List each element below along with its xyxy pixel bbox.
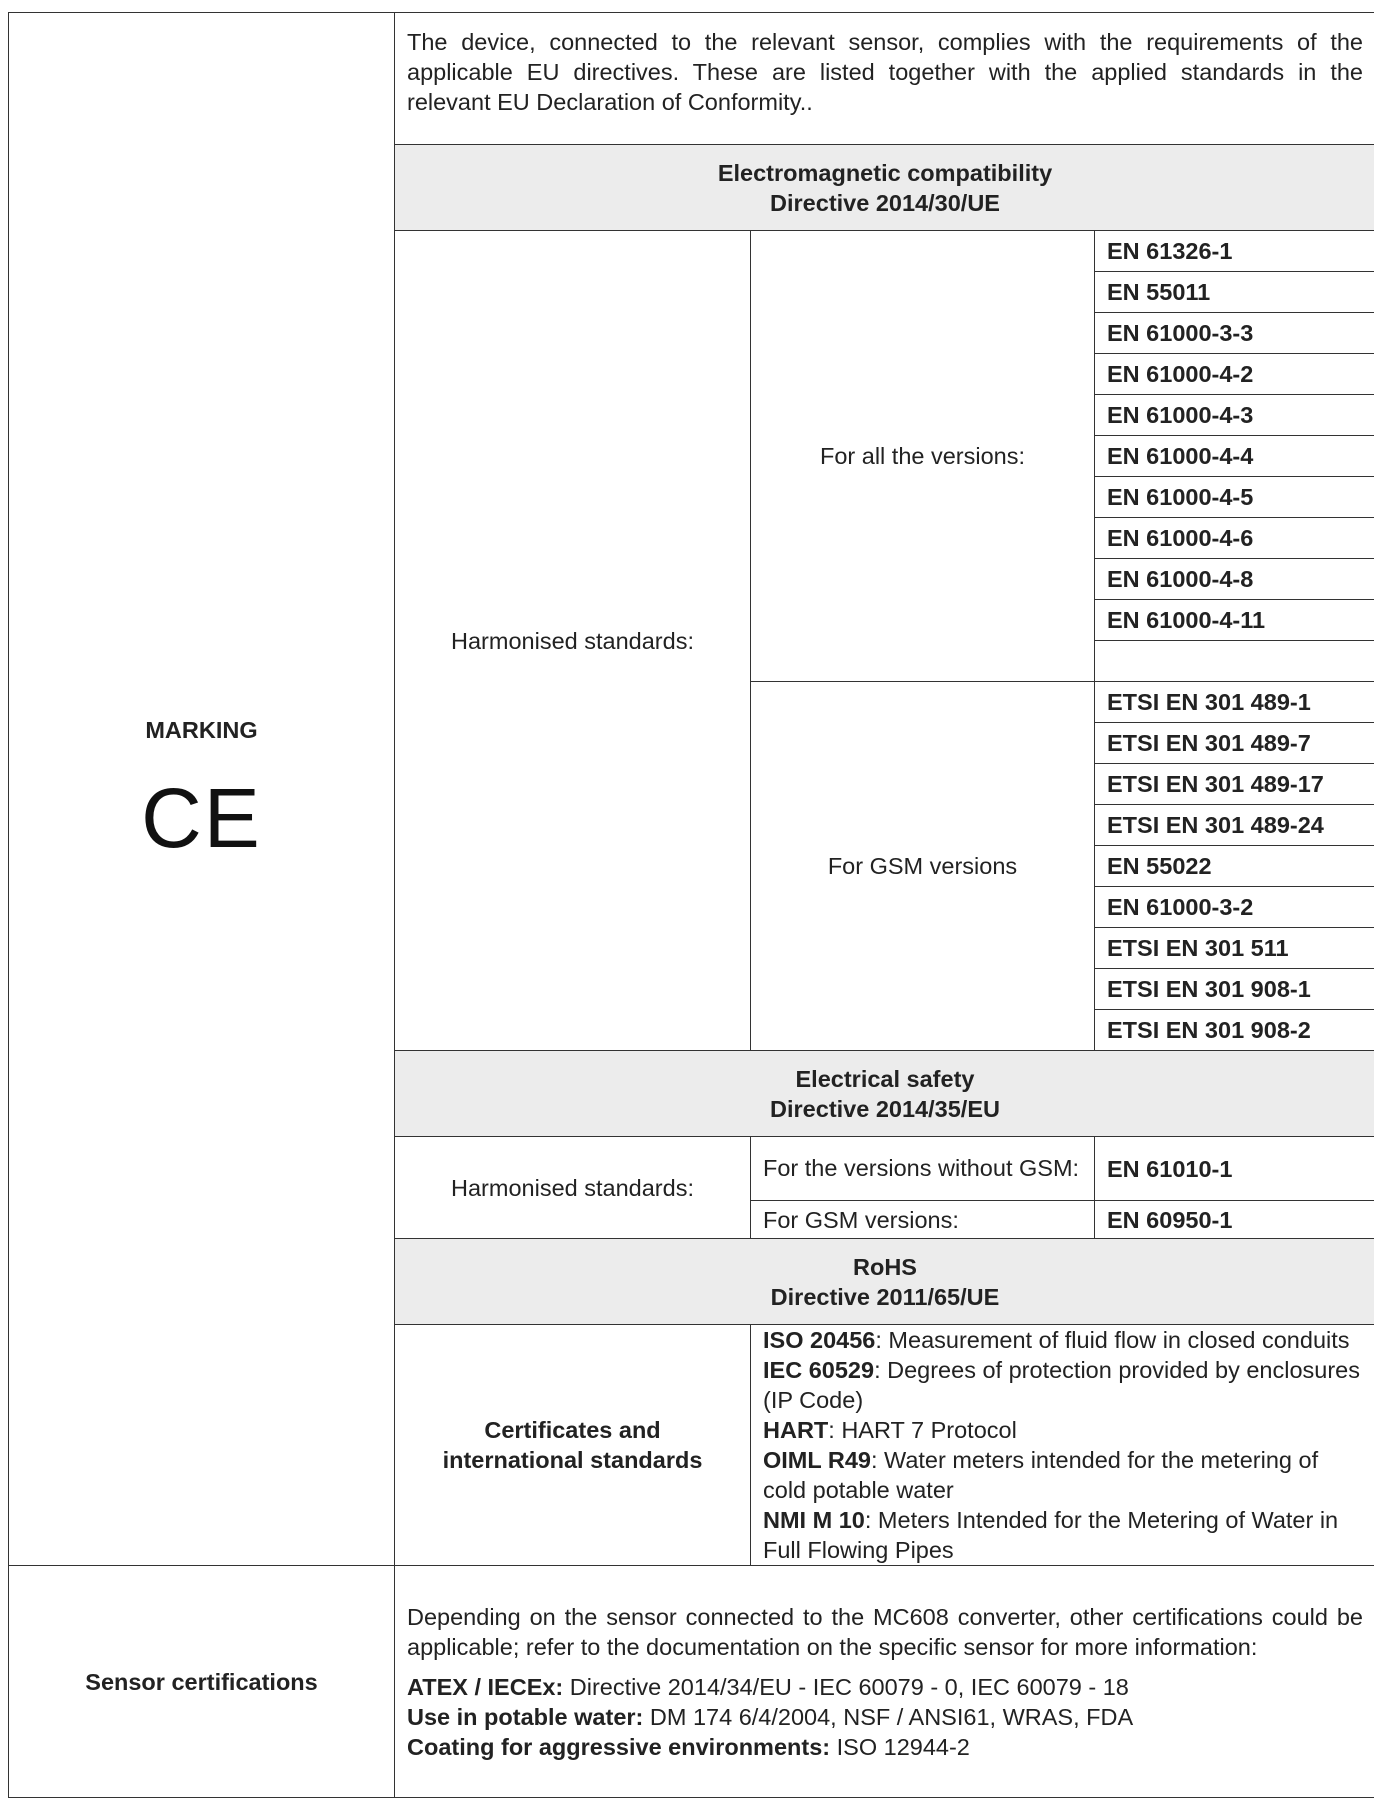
standard-item: EN 61000-3-2 (1095, 887, 1374, 928)
sensor-item: ATEX / IECEx: Directive 2014/34/EU - IEC 60079 - 0, IEC 60079 - 18 (407, 1672, 1363, 1702)
standard-item: EN 61000-4-2 (1095, 354, 1374, 395)
standard-item: EN 61000-4-4 (1095, 436, 1374, 477)
emc-heading: Electromagnetic compatibility Directive 2014/30/UE (395, 145, 1374, 231)
standard-item: EN 61000-4-8 (1095, 559, 1374, 600)
standard-item: ETSI EN 301 489-24 (1095, 805, 1374, 846)
marking-label: MARKING (21, 715, 382, 745)
sensor-item: Use in potable water: DM 174 6/4/2004, NSF / ANSI61, WRAS, FDA (407, 1702, 1363, 1732)
sensor-certifications-label: Sensor certifications (9, 1566, 395, 1798)
safety-heading: Electrical safety Directive 2014/35/EU (395, 1051, 1374, 1137)
certificate-item: HART: HART 7 Protocol (763, 1415, 1363, 1445)
standard-item: EN 61000-4-5 (1095, 477, 1374, 518)
standard-item: ETSI EN 301 908-2 (1095, 1010, 1374, 1051)
emc-harmonised-label: Harmonised standards: (395, 231, 751, 1051)
empty-standard-cell (1095, 641, 1374, 682)
certificate-item: ISO 20456: Measurement of fluid flow in closed conduits (763, 1325, 1363, 1355)
standard-item: ETSI EN 301 489-1 (1095, 682, 1374, 723)
standard-item: EN 60950-1 (1095, 1201, 1374, 1239)
standard-item: EN 61010-1 (1095, 1137, 1374, 1201)
standard-item: EN 61000-3-3 (1095, 313, 1374, 354)
marking-cell (9, 13, 395, 1566)
all-versions-label: For all the versions: (751, 231, 1095, 682)
sensor-intro: Depending on the sensor connected to the MC608 converter, other certifications could be applicable; refer to the documentation on the specific sensor for more information: (407, 1602, 1363, 1662)
standard-item: EN 61000-4-11 (1095, 600, 1374, 641)
standard-item: EN 61000-4-3 (1095, 395, 1374, 436)
standard-item: EN 55022 (1095, 846, 1374, 887)
standard-item: ETSI EN 301 489-7 (1095, 723, 1374, 764)
gsm-versions-label: For GSM versions (751, 682, 1095, 1051)
safety-harmonised-label: Harmonised standards: (395, 1137, 751, 1239)
intro-text: The device, connected to the relevant sensor, complies with the requirements of the applicable EU directives. These are listed together with the applied standards in the relevant EU Declaration of Conformity.. (395, 13, 1374, 145)
standard-item: ETSI EN 301 489-17 (1095, 764, 1374, 805)
safety-row-label: For the versions without GSM: (751, 1137, 1095, 1201)
sensor-certifications-content (395, 1566, 1374, 1798)
certificates-label: Certificates and international standards (395, 1325, 751, 1566)
ce-mark-icon: CE (21, 773, 382, 863)
rohs-heading: RoHS Directive 2011/65/UE (395, 1239, 1374, 1325)
certificates-list (751, 1325, 1374, 1566)
certificate-item: NMI M 10: Meters Intended for the Metering of Water in Full Flowing Pipes (763, 1505, 1363, 1565)
standard-item: EN 61000-4-6 (1095, 518, 1374, 559)
standard-item: ETSI EN 301 511 (1095, 928, 1374, 969)
certificate-item: OIML R49: Water meters intended for the metering of cold potable water (763, 1445, 1363, 1505)
safety-row-label: For GSM versions: (751, 1201, 1095, 1239)
standard-item: ETSI EN 301 908-1 (1095, 969, 1374, 1010)
standard-item: EN 55011 (1095, 272, 1374, 313)
certificate-item: IEC 60529: Degrees of protection provided by enclosures (IP Code) (763, 1355, 1363, 1415)
certification-table (8, 12, 1374, 1798)
sensor-item: Coating for aggressive environments: ISO 12944-2 (407, 1732, 1363, 1762)
standard-item: EN 61326-1 (1095, 231, 1374, 272)
